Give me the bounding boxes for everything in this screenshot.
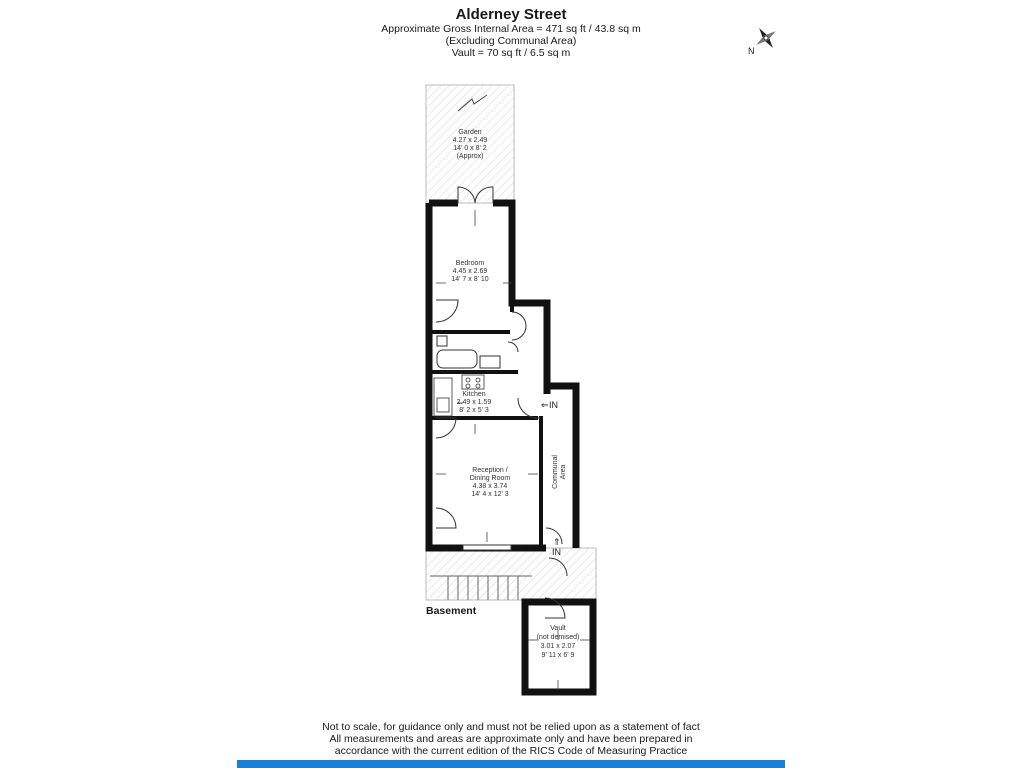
garden-label: Garden [458, 129, 482, 136]
garden-metric: 4.27 x 2.49 [452, 137, 488, 144]
reception-label-2: Dining Room [469, 475, 511, 482]
reception-window [463, 545, 511, 550]
internal-walls [432, 303, 541, 548]
bedroom-label: Bedroom [455, 260, 485, 267]
kitchen-imperial: 8' 2 x 5' 3 [459, 407, 489, 414]
toilet-icon [437, 336, 447, 346]
kitchen-metric: 2.49 x 1.59 [456, 399, 492, 406]
vault-imperial: 9' 11 x 6' 9 [541, 652, 575, 659]
entry-label-upper: IN [549, 400, 558, 410]
communal-label-2: Area [560, 464, 567, 480]
reception-metric: 4.38 x 3.74 [472, 483, 508, 490]
plan-title: Alderney Street [455, 6, 567, 23]
entry-arrow-upper: ⇐ [541, 400, 549, 410]
stair-area [426, 548, 596, 600]
communal-label: Communal [552, 455, 559, 489]
vault-label: Vault [550, 625, 566, 632]
floor-label: Basement [426, 605, 477, 617]
bedroom-imperial: 14' 7 x 8' 10 [451, 276, 489, 283]
entry-label-lower: IN [552, 547, 561, 557]
disclaimer-line-2: All measurements and areas are approximate only and have been prepared in [329, 733, 693, 745]
sink-icon [437, 398, 449, 412]
north-label: N [748, 46, 755, 56]
vault-metric: 3.01 x 2.07 [540, 643, 576, 650]
disclaimer-line-3: accordance with the current edition of the RICS Code of Measuring Practice [334, 745, 688, 757]
gross-area-text: Approximate Gross Internal Area = 471 sq ft / 43.8 sq m [381, 23, 641, 35]
vault-note: (not demised) [536, 634, 580, 641]
entry-arrow-lower: ⇑ [553, 537, 561, 547]
disclaimer [237, 721, 785, 757]
garden-imperial: 14' 0 x 8' 2 [453, 145, 487, 152]
reception-label: Reception / [472, 467, 508, 474]
bath-icon [437, 350, 477, 368]
bedroom-metric: 4.45 x 2.69 [452, 268, 488, 275]
garden-area [426, 85, 514, 203]
accent-bar [237, 760, 785, 768]
communal-exclusion-text: (Excluding Communal Area) [445, 35, 577, 47]
hob-icon [462, 375, 484, 389]
kitchen-label: Kitchen [462, 391, 486, 398]
basin-icon [480, 356, 500, 368]
reception-imperial: 14' 4 x 12' 3 [471, 491, 509, 498]
vault-area-text: Vault = 70 sq ft / 6.5 sq m [451, 47, 571, 59]
garden-note: (Approx) [456, 153, 484, 160]
disclaimer-line-1: Not to scale, for guidance only and must not be relied upon as a statement of fact [322, 721, 700, 733]
